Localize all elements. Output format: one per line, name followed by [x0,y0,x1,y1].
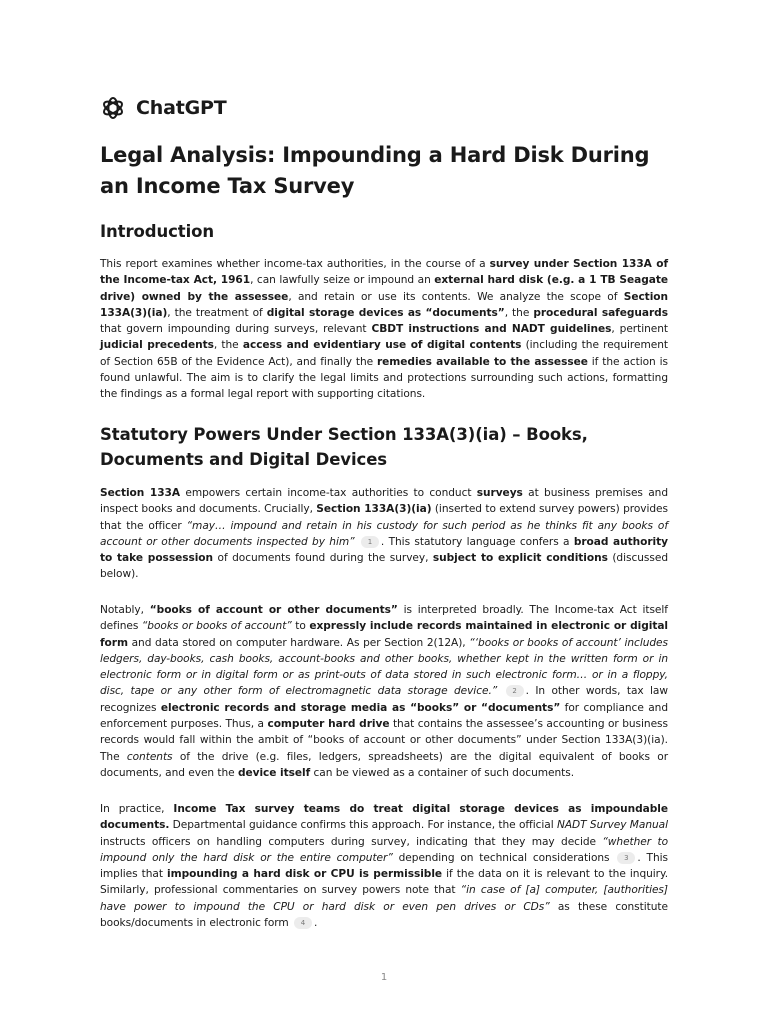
emphasis: expressly include records maintained in electronic or digital form [100,620,669,649]
emphasis: survey under Section 133A of the Income-tax Act, 1961 [100,258,668,287]
emphasis: digital storage devices as “documents” [266,306,505,319]
text: , and retain or use its contents. We analyze the scope of [288,290,624,303]
statutory-paragraph-3 [100,801,668,931]
page-title: Legal Analysis: Impounding a Hard Disk During an Income Tax Survey [100,143,650,198]
quotation: “‘books or books of account’ includes ledgers, day-books, cash books, account-books and other books, whether kept in the written form or in electronic form or in digital form or as print-outs of data stored in such electronic form… or in a floppy, disc, tape or any other form of electromagnetic data storage device.” [100,636,668,698]
emphasis: computer hard drive [267,718,390,731]
emphasis: surveys [476,487,523,499]
text: for compliance and enforcement purposes. Thus, a [100,701,668,731]
emphasis: remedies available to the assessee [377,355,588,368]
text: (inserted to extend survey powers) provides that the officer [100,503,668,532]
quotation: “may… impound and retain in his custody for such period as he thinks fit any books of account or other documents inspected by him” [100,519,669,548]
statutory-paragraph-1 [100,485,668,583]
text: as these constitute books/documents in electronic form [100,900,668,930]
emphasis: judicial precedents [100,339,214,352]
intro-paragraph [100,256,668,403]
text: (discussed below). [100,552,668,581]
text: empowers certain income-tax authorities to conduct [180,487,477,499]
text: . [314,917,318,930]
emphasis: Section 133A(3)(ia) [316,503,432,516]
emphasis: broad authority to take possession [100,535,669,565]
text: and data stored on computer hardware. As per Section 2(12A), [127,636,470,649]
text: Departmental guidance confirms this approach. For instance, the official [169,819,557,832]
brand-name: ChatGPT [136,97,227,119]
quotation: “books or books of account” [141,620,292,633]
emphasis: electronic records and storage media as “books” or “documents” [160,701,561,714]
text: that contains the assessee’s accounting or business records would fall within the ambit of “books of account or other documents” under Section 133A(3)(ia). The [100,718,668,763]
emphasis: impounding a hard disk or CPU is permissible [167,868,443,881]
quotation: “whether to impound only the hard disk or the entire computer” [100,835,668,864]
text: In practice, [100,803,174,815]
citation-badge[interactable]: 1 [361,536,379,548]
text: , the [504,306,534,319]
text: of the drive (e.g. files, ledgers, spreadsheets) are the digital equivalent of books or documents, and even the [100,750,668,779]
statutory-paragraph-2 [100,602,668,781]
page-number: 1 [380,972,388,983]
citation-badge[interactable]: 2 [506,685,524,697]
section-heading-introduction: Introduction [100,222,215,241]
text: , can lawfully seize or impound an [250,274,435,287]
emphasis: “books of account or other documents” [149,604,398,616]
emphasis: Section 133A(3)(ia) [100,290,668,319]
text: of documents found during the survey, [213,552,433,565]
emphasis-italic: contents [126,750,173,763]
quotation: “in case of [a] computer, [authorities] have power to impound the CPU or hard disk or even pen drives or CDs” [100,884,668,913]
emphasis: subject to explicit conditions [432,552,608,565]
text: Notably, [100,604,150,616]
brand-logo [100,94,226,122]
text: , the treatment of [167,306,267,319]
text: to [291,620,310,633]
text: if the data on it is relevant to the inquiry. Similarly, professional commentaries on survey powers note that [100,868,669,897]
emphasis-italic: NADT Survey Manual [556,819,668,832]
emphasis: Section 133A [100,487,181,499]
emphasis: external hard disk (e.g. a 1 TB Seagate drive) owned by the assessee [100,274,668,303]
text: at business premises and inspect books and documents. Crucially, [100,487,669,516]
emphasis: Income Tax survey teams do treat digital storage devices as impoundable documents. [100,803,668,832]
text: . In other words, tax law recognizes [100,685,668,714]
text: , the [213,339,243,352]
openai-knot-icon [100,95,126,121]
text: depending on technical considerations [392,851,616,864]
emphasis: device itself [237,766,311,779]
text: if the action is found unlawful. The aim is to clarify the legal limits and protections surrounding such actions, formatting the findings as a formal legal report with supporting citations. [100,355,668,401]
text: can be viewed as a container of such documents. [310,766,575,779]
text: . This implies that [100,851,668,881]
emphasis: procedural safeguards [533,306,668,319]
text: . This statutory language confers a [380,535,574,548]
text: (including the requirement of Section 65B of the Evidence Act), and finally the [100,339,668,368]
citation-badge[interactable]: 4 [294,917,312,929]
text: is interpreted broadly. The Income-tax Act itself defines [100,604,668,633]
text: that govern impounding during surveys, relevant [100,323,372,336]
section-heading-statutory-powers: Statutory Powers Under Section 133A(3)(ia) – Books, Documents and Digital Devices [100,425,588,469]
text: This report examines whether income-tax authorities, in the course of a [100,258,490,270]
emphasis: CBDT instructions and NADT guidelines [371,323,612,336]
text: , pertinent [611,323,668,336]
text: instructs officers on handling computers during survey, indicating that they may decide [100,835,603,848]
emphasis: access and evidentiary use of digital contents [242,339,522,352]
citation-badge[interactable]: 3 [617,852,635,864]
